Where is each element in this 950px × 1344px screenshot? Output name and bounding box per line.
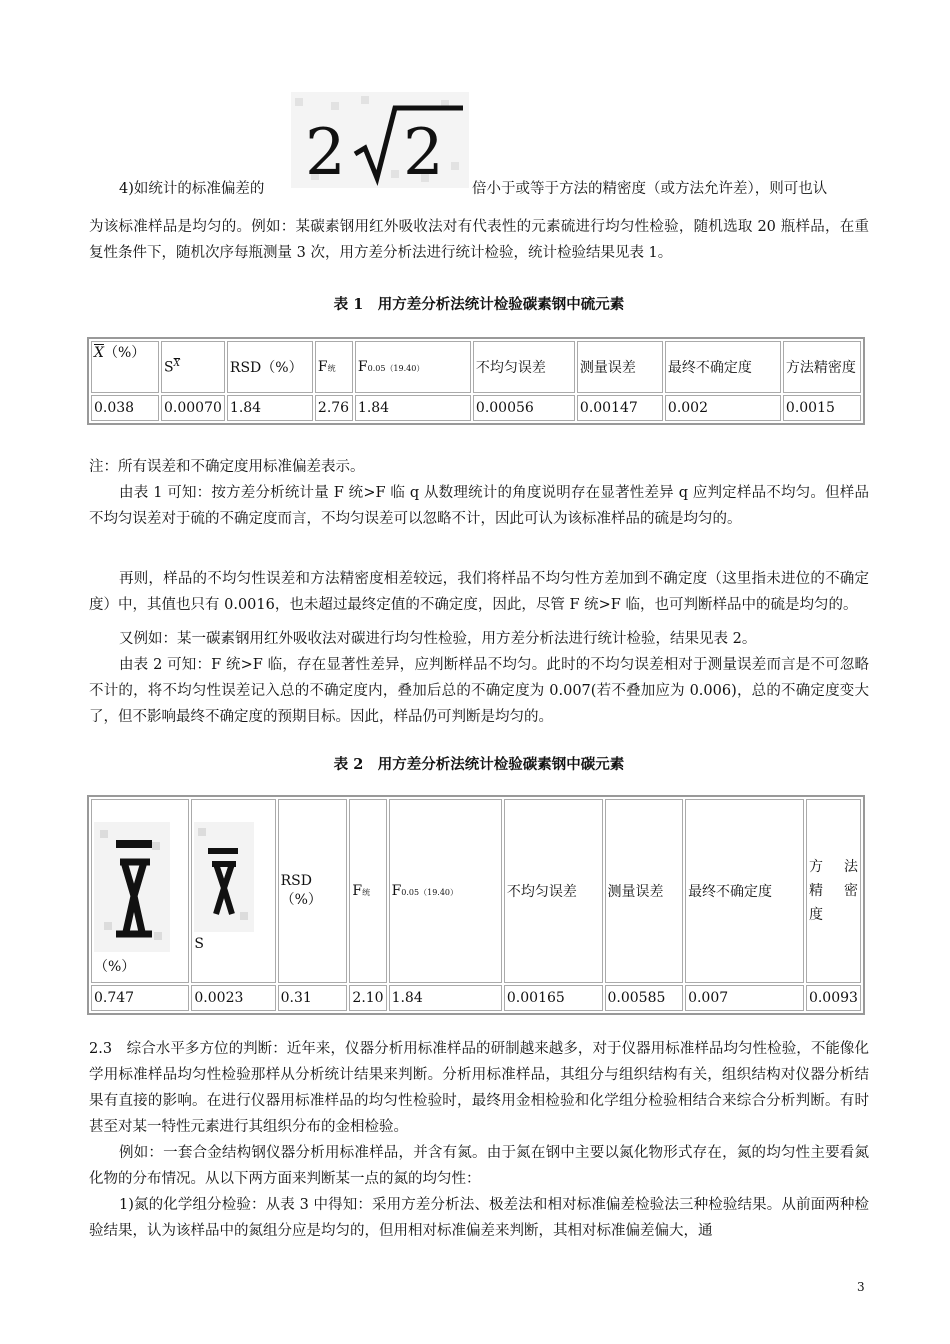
table2-data-row xyxy=(91,985,861,1011)
table2-cell-measurement-error: 0.00585 xyxy=(605,985,684,1011)
table1-header-xbar: $\overline{X}(\%)$ xyxy=(91,341,159,393)
table2-header-rsd: RSD（%） xyxy=(278,799,348,983)
paragraph-table1-analysis: 由表 1 可知：按方差分析统计量 F 统>F 临 q 从数理统计的角度说明存在显著性差异 q 应判定样品不均匀。但样品不均匀误差对于硫的不确定度而言，不均匀误差可以忽略不计，因此可认为该标准样品的硫是均匀的。 xyxy=(89,485,869,527)
table1-header-f005: F0.05（19.40） xyxy=(355,341,471,393)
table1-cell-f: 2.76 xyxy=(315,395,353,421)
table1-header-method-precision: 方法精密度 xyxy=(783,341,861,393)
table2-header-measurement-error: 测量误差 xyxy=(605,799,684,983)
table2-cell-inhomogeneity-error: 0.00165 xyxy=(504,985,603,1011)
table1-header-f: F统 xyxy=(315,341,353,393)
paragraph-nitrogen-example: 例如：一套合金结构钢仪器分析用标准样品，并含有氮。由于氮在钢中主要以氮化物形式存在，氮的均匀性主要看氮化物的分布情况。从以下两方面来判断某一点的氮的均匀性： xyxy=(89,1145,869,1187)
table2-cell-final-uncertainty: 0.007 xyxy=(685,985,804,1011)
paragraph-nitrogen-chemical-test: 1)氮的化学组分检验：从表 3 中得知：采用方差分析法、极差法和相对标准偏差检验法三种检验结果。从前面两种检验结果，认为该样品中的氮组分应是均匀的，但用相对标准偏差来判断，其相对标准偏差偏大，通 xyxy=(89,1197,869,1239)
table1-cell-inhomogeneity-error: 0.00056 xyxy=(473,395,575,421)
formula-two-root-two-image xyxy=(291,92,469,188)
table1-cell-final-uncertainty: 0.002 xyxy=(665,395,781,421)
paragraph-4-continued: 为该标准样品是均匀的。例如：某碳素钢用红外吸收法对有代表性的元素硫进行均匀性检验，随机选取 20 瓶样品，在重复性条件下，随机次序每瓶测量 3 次，用方差分析法进行统计检验，统计检验结果见表 1。 xyxy=(89,219,869,261)
paragraph-uncertainty-addition: 再则，样品的不均匀性误差和方法精密度相差较远，我们将样品不均匀性方差加到不确定度（这里指未进位的不确定度）中，其值也只有 0.0016，也未超过最终定值的不确定度，因此，尽管 F 统>F 临，也可判断样品中的硫是均匀的。 xyxy=(89,571,869,613)
table1-cell-s: 0.00070 xyxy=(161,395,225,421)
s-xbar-symbol-image xyxy=(194,822,254,932)
table2 xyxy=(87,795,865,1015)
paragraph-table2-analysis: 由表 2 可知：F 统>F 临，存在显著性差异，应判断样品不均匀。此时的不均匀误差相对于测量误差而言是不可忽略不计的，将不均匀性误差记入总的不确定度内，叠加后总的不确定度为 0.007(若不叠加应为 0.006)，总的不确定度变大了，但不影响最终不确定度的预期目标。因此，样品仍可判断是均匀的。 xyxy=(89,657,869,725)
table1-note: 注：所有误差和不确定度用标准偏差表示。 xyxy=(89,459,365,475)
table1-header-final-uncertainty: 最终不确定度 xyxy=(665,341,781,393)
section-2-3-paragraph: 2.3 综合水平多方位的判断：近年来，仪器分析用标准样品的研制越来越多，对于仪器用标准样品均匀性检验，不能像化学用标准样品均匀性检验那样从分析统计结果来判断。分析用标准样品，其组分与组织结构有关，组织结构对仪器分析结果有直接的影响。在进行仪器用标准样品的均匀性检验时，最终用金相检验和化学组分检验相结合来综合分析判断。有时甚至对某一特性元素进行其组织分布的金相检验。 xyxy=(89,1041,869,1135)
table1-header-measurement-error: 测量误差 xyxy=(577,341,663,393)
xbar-symbol-image xyxy=(94,822,170,952)
table1-header-s: $S^{\overline{X}}$ xyxy=(161,341,225,393)
table1-cell-rsd: 1.84 xyxy=(227,395,313,421)
table2-header-inhomogeneity-error: 不均匀误差 xyxy=(504,799,603,983)
page-number: 3 xyxy=(857,1280,865,1294)
table1-header-rsd: RSD（%） xyxy=(227,341,313,393)
paragraph-4-first-line xyxy=(89,176,869,202)
table2-header-xbar: （%） xyxy=(91,799,189,983)
table1-data-row xyxy=(91,395,861,421)
table1-cell-method-precision: 0.0015 xyxy=(783,395,861,421)
table2-header-method-precision: 方 法精 密度 xyxy=(806,799,861,983)
table2-header-f: F统 xyxy=(349,799,386,983)
table2-header-s: S xyxy=(191,799,275,983)
paragraph-second-example: 又例如：某一碳素钢用红外吸收法对碳进行均匀性检验，用方差分析法进行统计检验，结果见表 2。 xyxy=(119,631,757,647)
table1-header-inhomogeneity-error: 不均匀误差 xyxy=(473,341,575,393)
table2-cell-method-precision: 0.0093 xyxy=(806,985,861,1011)
table1-header-row xyxy=(91,341,861,393)
table2-cell-rsd: 0.31 xyxy=(278,985,348,1011)
table2-cell-f005: 1.84 xyxy=(389,985,502,1011)
paragraph-4-text-before-formula: 4)如统计的标准偏差的 xyxy=(119,181,265,197)
paragraph-4-text-after-formula: 倍小于或等于方法的精密度（或方法允许差），则可也认 xyxy=(472,181,828,197)
table1-cell-xbar: 0.038 xyxy=(91,395,159,421)
table1-title: 表 1 用方差分析法统计检验碳素钢中硫元素 xyxy=(333,296,625,313)
table2-cell-xbar: 0.747 xyxy=(91,985,189,1011)
table2-title: 表 2 用方差分析法统计检验碳素钢中碳元素 xyxy=(333,756,625,773)
table2-header-final-uncertainty: 最终不确定度 xyxy=(685,799,804,983)
table2-header-row xyxy=(91,799,861,983)
table1-cell-f005: 1.84 xyxy=(355,395,471,421)
svg-text:2: 2 xyxy=(305,116,346,188)
table1 xyxy=(87,337,865,425)
table1-cell-measurement-error: 0.00147 xyxy=(577,395,663,421)
svg-text:2: 2 xyxy=(403,116,444,188)
table2-header-f005: F0.05（19.40） xyxy=(389,799,502,983)
table2-cell-f: 2.10 xyxy=(349,985,386,1011)
table2-cell-s: 0.0023 xyxy=(191,985,275,1011)
